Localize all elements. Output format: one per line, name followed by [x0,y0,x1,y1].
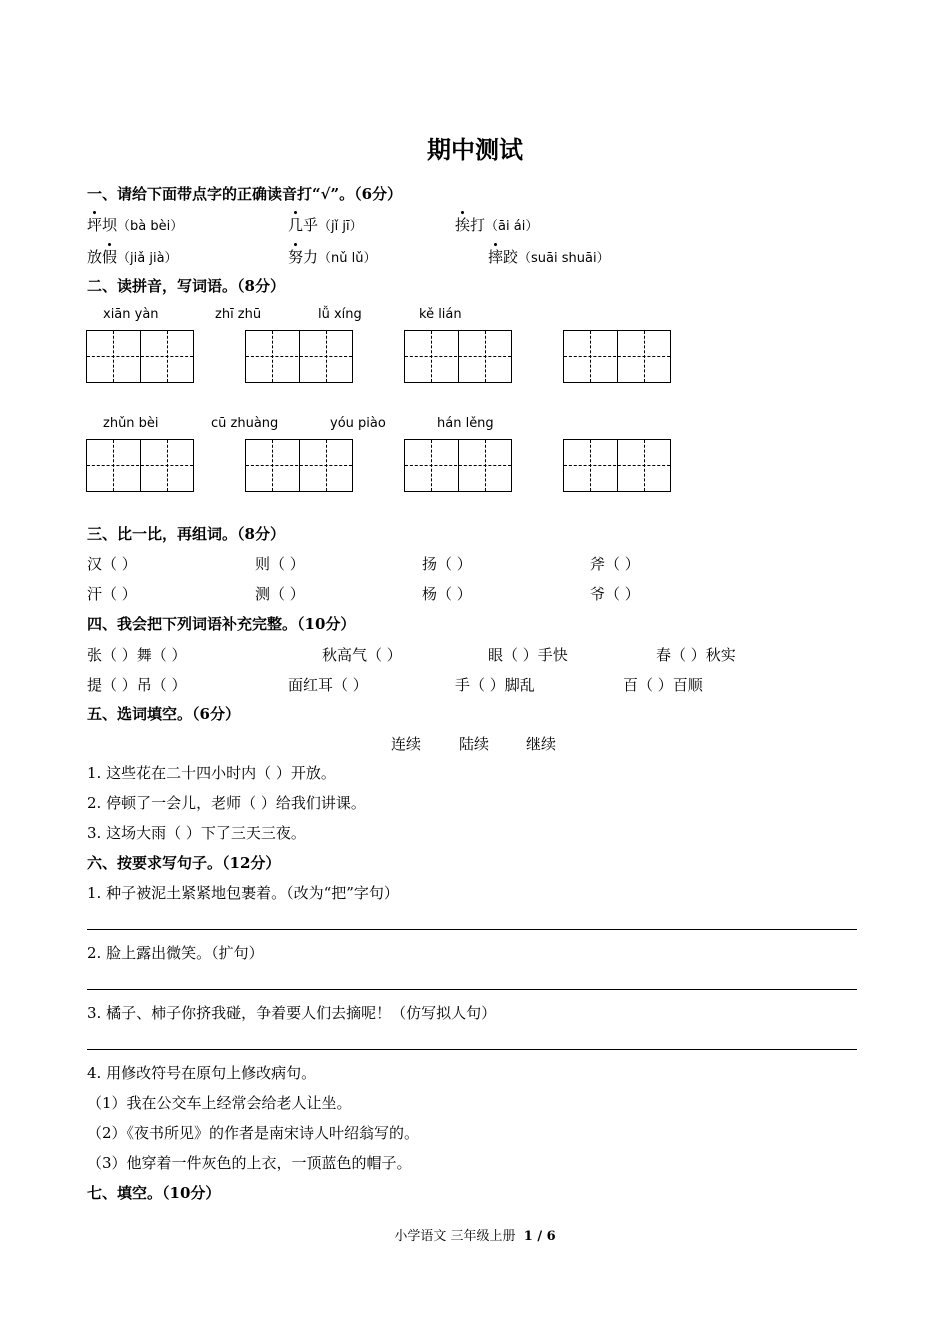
writing-grid[interactable] [404,330,512,383]
pinyin-1: xiān yàn [103,307,159,322]
s6-item: 3. 橘子、柿子你挤我碰，争着要人们去摘呢！（仿写拟人句） [87,1004,497,1022]
s1-item-2: 几乎（jǐ jī） [288,216,363,234]
section-2-heading: 二、读拼音，写词语。（8分） [87,277,285,295]
page-footer [0,1225,950,1244]
s6-sub-item: （3）他穿着一件灰色的上衣，一顶蓝色的帽子。 [87,1154,412,1172]
word-option: 陆续 [459,735,490,753]
s3-item: 测（ ） [255,585,305,603]
answer-line[interactable] [87,989,857,990]
s6-item: 1. 种子被泥土紧紧地包裹着。（改为“把”字句） [87,884,399,902]
section-4-heading: 四、我会把下列词语补充完整。（10分） [87,615,356,633]
writing-grid[interactable] [404,439,512,492]
s5-item: 1. 这些花在二十四小时内（ ）开放。 [87,764,336,782]
s4-item: 面红耳（ ） [288,676,368,694]
s3-item: 杨（ ） [422,585,472,603]
section-6-heading: 六、按要求写句子。（12分） [87,854,281,872]
s4-item: 秋高气（ ） [322,646,402,664]
writing-grid[interactable] [86,439,194,492]
writing-grid[interactable] [245,330,353,383]
s3-item: 汉（ ） [87,555,137,573]
pinyin-6: cū zhuàng [211,416,279,431]
pinyin-5: zhǔn bèi [103,416,159,431]
s4-item: 眼（ ）手快 [488,646,568,664]
s4-item: 百（ ）百顺 [623,676,703,694]
s6-item: 2. 脸上露出微笑。（扩句） [87,944,264,962]
footer-label: 小学语文 三年级上册 [394,1229,516,1244]
s5-item: 3. 这场大雨（ ）下了三天三夜。 [87,824,306,842]
s3-item: 则（ ） [255,555,305,573]
pinyin-8: hán lěng [437,416,494,431]
pinyin-4: kě lián [419,307,462,322]
s4-item: 张（ ）舞（ ） [87,646,187,664]
s1-item-4: 放假（jiǎ jià） [87,248,178,266]
s1-item-3: 挨打（āi ái） [455,216,539,234]
writing-grid[interactable] [563,330,671,383]
answer-line[interactable] [87,929,857,930]
s1-item-6: 摔跤（suāi shuāi） [488,248,610,266]
section-5-heading: 五、选词填空。（6分） [87,705,240,723]
pinyin-3: lǚ xíng [318,307,362,322]
writing-grid[interactable] [86,330,194,383]
s3-item: 汗（ ） [87,585,137,603]
word-option: 继续 [526,735,557,753]
page-title: 期中测试 [427,135,523,164]
s3-item: 斧（ ） [590,555,640,573]
s6-item: 4. 用修改符号在原句上修改病句。 [87,1064,317,1082]
writing-grid[interactable] [245,439,353,492]
writing-grid[interactable] [563,439,671,492]
s3-item: 扬（ ） [422,555,472,573]
s4-item: 手（ ）脚乱 [455,676,535,694]
section-7-heading: 七、填空。（10分） [87,1184,221,1202]
section-1-heading: 一、请给下面带点字的正确读音打“√”。（6分） [87,185,403,203]
answer-line[interactable] [87,1049,857,1050]
s1-item-5: 努力（nǔ lǔ） [288,248,377,266]
s1-item-1: 坪坝（bà bèi） [87,216,184,234]
s6-sub-item: （2）《夜书所见》的作者是南宋诗人叶绍翁写的。 [87,1124,420,1142]
pinyin-7: yóu piào [330,416,386,431]
s3-item: 爷（ ） [590,585,640,603]
s5-item: 2. 停顿了一会儿，老师（ ）给我们讲课。 [87,794,366,812]
page-number: 1 / 6 [523,1229,556,1244]
section-3-heading: 三、比一比，再组词。（8分） [87,525,285,543]
s6-sub-item: （1）我在公交车上经常会给老人让坐。 [87,1094,352,1112]
word-option: 连续 [391,735,422,753]
s4-item: 春（ ）秋实 [656,646,736,664]
s4-item: 提（ ）吊（ ） [87,676,187,694]
pinyin-2: zhī zhū [215,307,262,322]
